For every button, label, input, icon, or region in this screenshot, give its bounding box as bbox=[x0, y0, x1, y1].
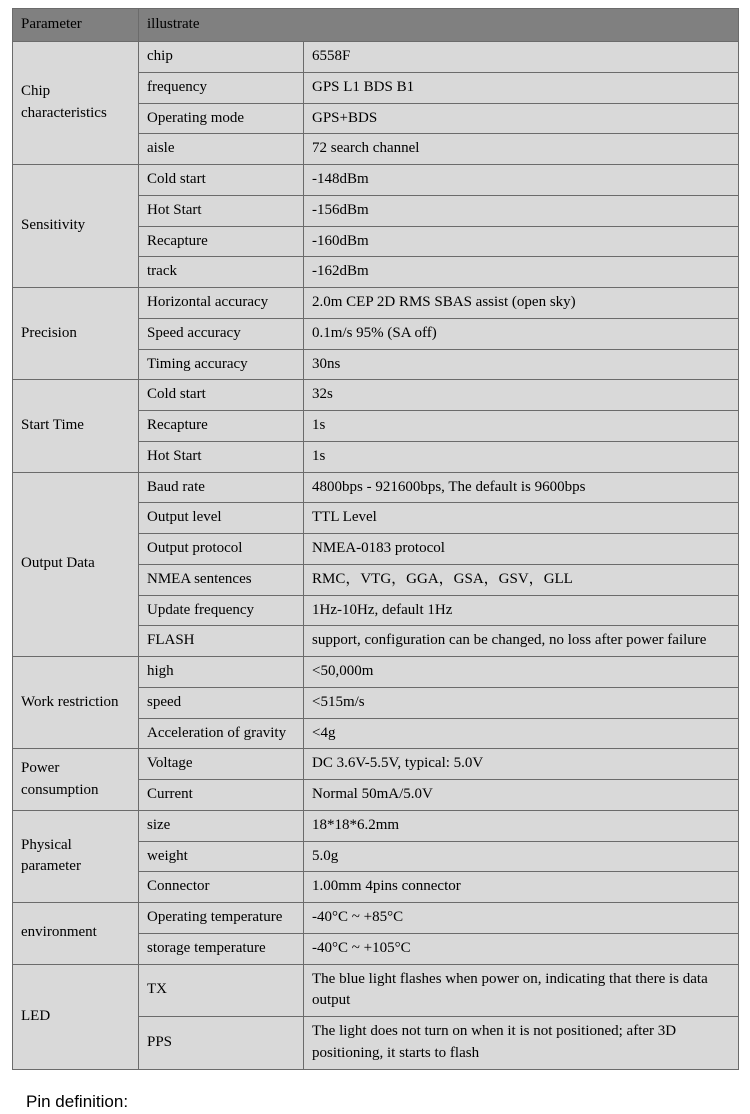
table-row bbox=[13, 165, 739, 196]
row-label: frequency bbox=[139, 72, 304, 103]
row-group-label: LED bbox=[13, 964, 139, 1069]
row-value: 4800bps - 921600bps, The default is 9600bps bbox=[304, 472, 739, 503]
row-value: 1.00mm 4pins connector bbox=[304, 872, 739, 903]
row-label: Timing accuracy bbox=[139, 349, 304, 380]
table-row bbox=[13, 749, 739, 780]
row-label: Cold start bbox=[139, 380, 304, 411]
row-value: GPS+BDS bbox=[304, 103, 739, 134]
row-label: Update frequency bbox=[139, 595, 304, 626]
row-group-label: environment bbox=[13, 903, 139, 965]
row-value: -40°C ~ +105°C bbox=[304, 933, 739, 964]
row-label: FLASH bbox=[139, 626, 304, 657]
row-value: GPS L1 BDS B1 bbox=[304, 72, 739, 103]
row-label: TX bbox=[139, 964, 304, 1017]
row-label: Recapture bbox=[139, 411, 304, 442]
table-row bbox=[13, 903, 739, 934]
column-header-illustrate: illustrate bbox=[139, 9, 739, 42]
row-label: Hot Start bbox=[139, 441, 304, 472]
row-value: Normal 50mA/5.0V bbox=[304, 780, 739, 811]
row-value: 1s bbox=[304, 411, 739, 442]
table-row bbox=[13, 288, 739, 319]
row-value: -148dBm bbox=[304, 165, 739, 196]
row-group-label: Work restriction bbox=[13, 657, 139, 749]
row-label: high bbox=[139, 657, 304, 688]
row-label: Output level bbox=[139, 503, 304, 534]
row-value: 18*18*6.2mm bbox=[304, 810, 739, 841]
row-value: 0.1m/s 95% (SA off) bbox=[304, 318, 739, 349]
row-group-label: Power consumption bbox=[13, 749, 139, 811]
table-header bbox=[13, 9, 739, 42]
row-label: Hot Start bbox=[139, 195, 304, 226]
row-value: RMC，VTG，GGA，GSA，GSV，GLL bbox=[304, 564, 739, 595]
row-label: Current bbox=[139, 780, 304, 811]
row-label: Connector bbox=[139, 872, 304, 903]
row-value: 2.0m CEP 2D RMS SBAS assist (open sky) bbox=[304, 288, 739, 319]
row-label: track bbox=[139, 257, 304, 288]
row-label: storage temperature bbox=[139, 933, 304, 964]
row-value: 6558F bbox=[304, 42, 739, 73]
row-value: 1Hz-10Hz, default 1Hz bbox=[304, 595, 739, 626]
row-group-label: Output Data bbox=[13, 472, 139, 657]
specifications-table bbox=[12, 8, 739, 1070]
row-label: Acceleration of gravity bbox=[139, 718, 304, 749]
row-label: Speed accuracy bbox=[139, 318, 304, 349]
row-label: size bbox=[139, 810, 304, 841]
row-value: <515m/s bbox=[304, 687, 739, 718]
row-group-label: Start Time bbox=[13, 380, 139, 472]
row-group-label: Precision bbox=[13, 288, 139, 380]
row-value: -40°C ~ +85°C bbox=[304, 903, 739, 934]
row-value: 30ns bbox=[304, 349, 739, 380]
row-value: -162dBm bbox=[304, 257, 739, 288]
row-label: Baud rate bbox=[139, 472, 304, 503]
row-value: -160dBm bbox=[304, 226, 739, 257]
row-value: 72 search channel bbox=[304, 134, 739, 165]
table-row bbox=[13, 380, 739, 411]
row-label: PPS bbox=[139, 1017, 304, 1070]
row-label: Output protocol bbox=[139, 534, 304, 565]
row-value: -156dBm bbox=[304, 195, 739, 226]
row-value: <4g bbox=[304, 718, 739, 749]
table-row bbox=[13, 42, 739, 73]
table-row bbox=[13, 472, 739, 503]
row-value: 5.0g bbox=[304, 841, 739, 872]
row-label: NMEA sentences bbox=[139, 564, 304, 595]
row-label: chip bbox=[139, 42, 304, 73]
row-label: Horizontal accuracy bbox=[139, 288, 304, 319]
row-value: TTL Level bbox=[304, 503, 739, 534]
row-label: speed bbox=[139, 687, 304, 718]
table-row bbox=[13, 657, 739, 688]
row-label: Operating mode bbox=[139, 103, 304, 134]
column-header-parameter: Parameter bbox=[13, 9, 139, 42]
row-value: NMEA-0183 protocol bbox=[304, 534, 739, 565]
row-value: support, configuration can be changed, no loss after power failure bbox=[304, 626, 739, 657]
row-value: <50,000m bbox=[304, 657, 739, 688]
row-value: DC 3.6V-5.5V, typical: 5.0V bbox=[304, 749, 739, 780]
row-value: 1s bbox=[304, 441, 739, 472]
table-row bbox=[13, 810, 739, 841]
row-label: Recapture bbox=[139, 226, 304, 257]
row-group-label: Chip characteristics bbox=[13, 42, 139, 165]
row-label: aisle bbox=[139, 134, 304, 165]
pin-definition-label: Pin definition: bbox=[26, 1091, 129, 1111]
row-value: The light does not turn on when it is not positioned; after 3D positioning, it starts to flash bbox=[304, 1017, 739, 1070]
row-label: Cold start bbox=[139, 165, 304, 196]
table-header-row bbox=[13, 9, 739, 42]
row-label: Operating temperature bbox=[139, 903, 304, 934]
row-value: 32s bbox=[304, 380, 739, 411]
row-label: Voltage bbox=[139, 749, 304, 780]
row-group-label: Sensitivity bbox=[13, 165, 139, 288]
row-group-label: Physical parameter bbox=[13, 810, 139, 902]
row-value: The blue light flashes when power on, indicating that there is data output bbox=[304, 964, 739, 1017]
table-row bbox=[13, 964, 739, 1017]
table-body bbox=[13, 42, 739, 1070]
row-label: weight bbox=[139, 841, 304, 872]
